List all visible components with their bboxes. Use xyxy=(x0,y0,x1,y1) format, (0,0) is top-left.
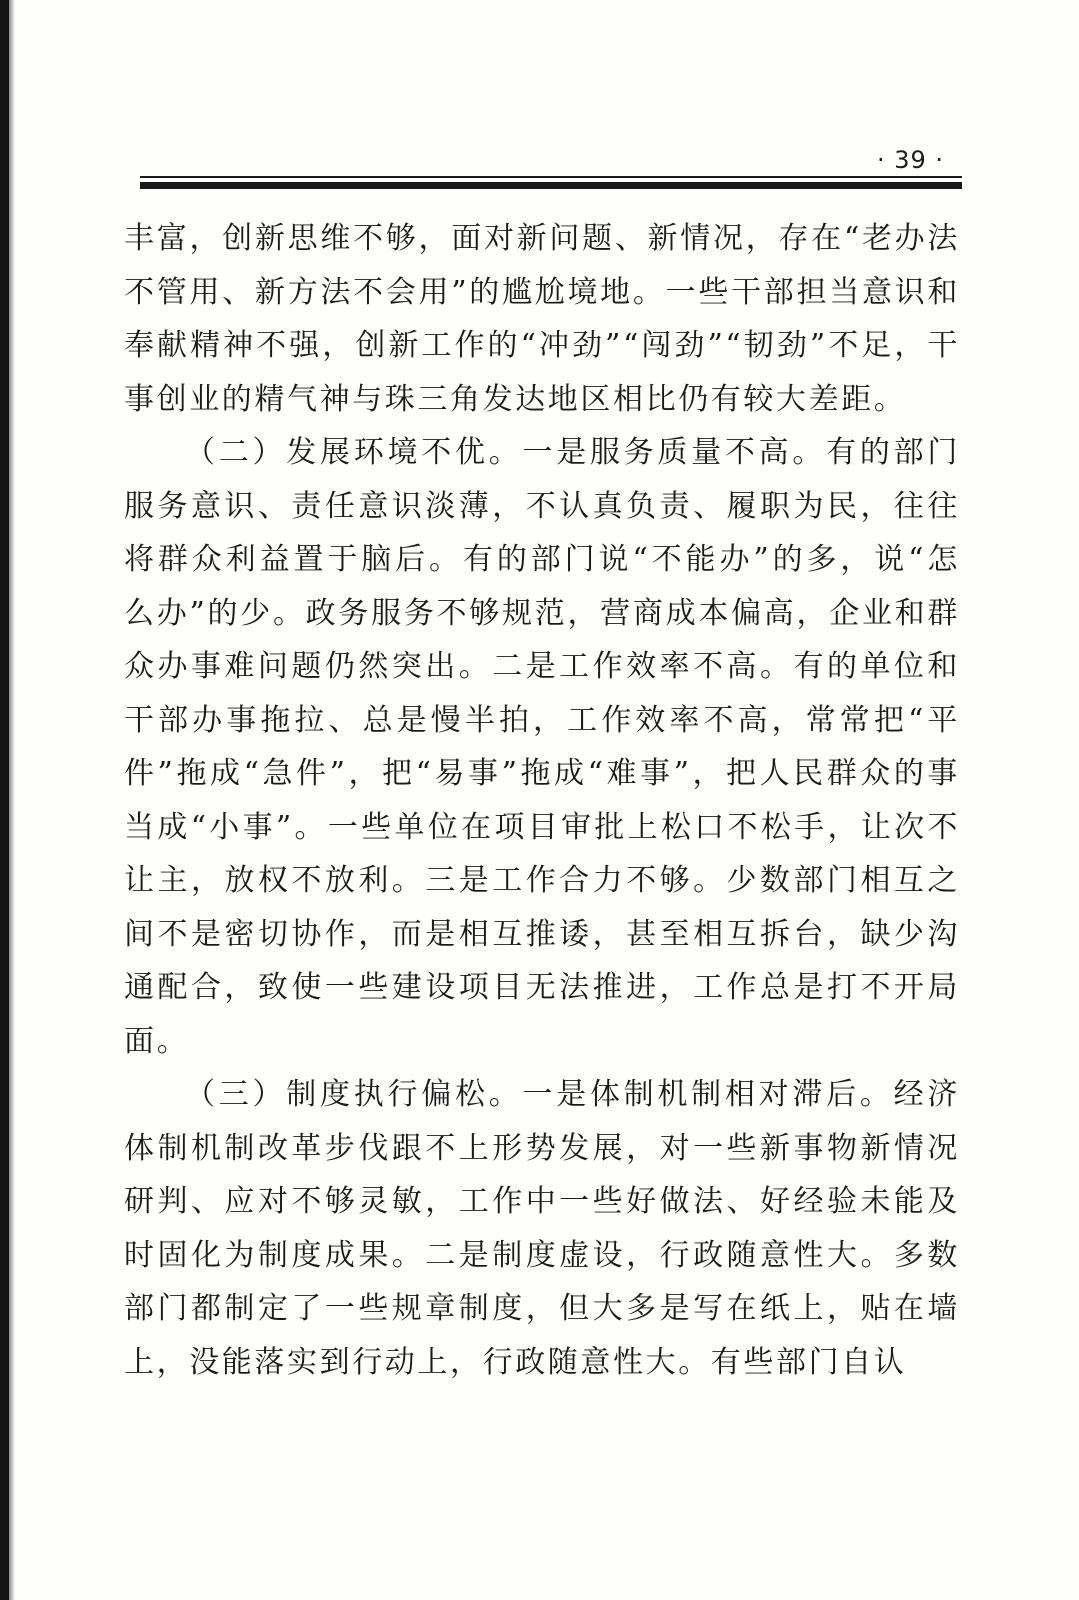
paragraph-section-three: （三）制度执行偏松。一是体制机制相对滞后。经济体制机制改革步伐跟不上形势发展，对一些新事物新情况研判、应对不够灵敏，工作中一些好做法、好经验未能及时固化为制度成果。二是制度虚设，行政随意性大。多数部门都制定了一些规章制度，但大多是写在纸上，贴在墙上，没能落实到行动上，行政随意性大。有些部门自认 xyxy=(124,1077,960,1380)
page-body xyxy=(124,212,960,1389)
header-rule-thick xyxy=(140,182,962,189)
scan-edge-shadow xyxy=(9,0,15,1600)
page-header xyxy=(140,142,962,202)
header-rule-thin xyxy=(140,176,962,178)
scan-binding-edge xyxy=(0,0,9,1600)
paragraph-continued: 丰富，创新思维不够，面对新问题、新情况，存在“老办法不管用、新方法不会用”的尴尬境地。一些干部担当意识和奉献精神不强，创新工作的“冲劲”“闯劲”“韧劲”不足，干事创业的精气神与珠三角发达地区相比仍有较大差距。 xyxy=(124,221,960,417)
paragraph-section-two: （二）发展环境不优。一是服务质量不高。有的部门服务意识、责任意识淡薄，不认真负责、履职为民，往往将群众利益置于脑后。有的部门说“不能办”的多，说“怎么办”的少。政务服务不够规范，营商成本偏高，企业和群众办事难问题仍然突出。二是工作效率不高。有的单位和干部办事拖拉、总是慢半拍，工作效率不高，常常把“平件”拖成“急件”，把“易事”拖成“难事”，把人民群众的事当成“小事”。一些单位在项目审批上松口不松手，让次不让主，放权不放利。三是工作合力不够。少数部门相互之间不是密切协作，而是相互推诿，甚至相互拆台，缺少沟通配合，致使一些建设项目无法推进，工作总是打不开局面。 xyxy=(124,435,960,1059)
page-number: · 39 · xyxy=(876,146,944,174)
